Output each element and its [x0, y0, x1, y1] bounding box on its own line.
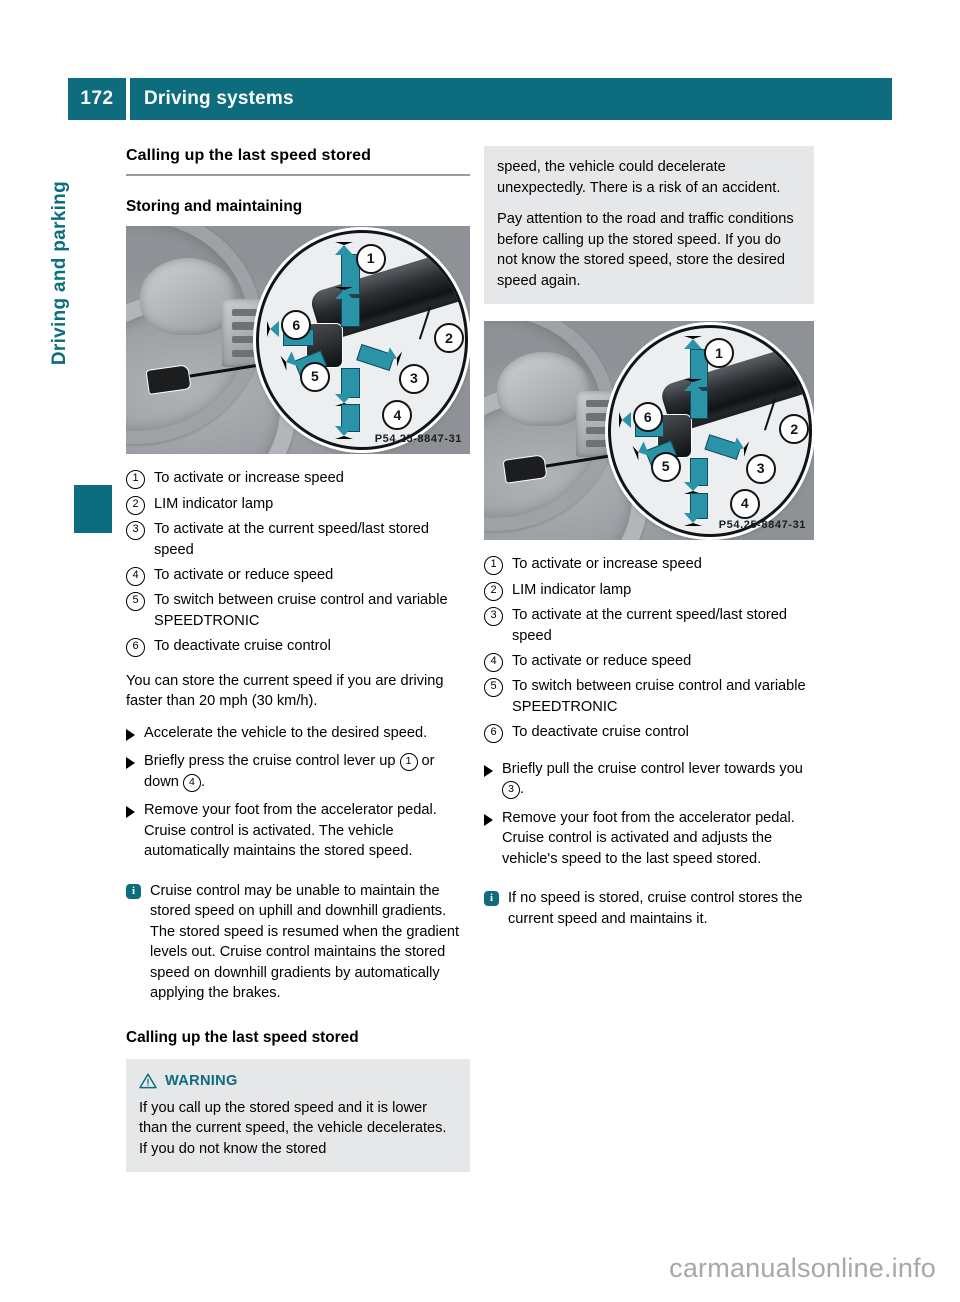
subsection-title-storing: Storing and maintaining: [126, 197, 303, 215]
step-2-circled-4: 4: [183, 774, 201, 792]
arrow-left-head-icon: [619, 412, 631, 428]
step-arrow-icon: [484, 765, 493, 777]
intro-paragraph: You can store the current speed if you are driving faster than 20 mph (30 km/h).: [126, 672, 444, 709]
legend-item: [484, 722, 814, 743]
steps-list-right: [484, 759, 814, 870]
step-text-1: [502, 759, 814, 800]
step-text-2: [144, 751, 470, 792]
legend-marker-2: 2: [484, 582, 503, 601]
info-note-text: Cruise control may be unable to maintain the stored speed on uphill and downhill gradients. The stored speed is resumed when the gradient levels out. Cruise control maintains the stored speed on downhill gradients by automatically applying the brakes.: [150, 882, 460, 1001]
warning-continued-paragraph-2: Pay attention to the road and traffic conditions before calling up the stored speed. If you do not know the stored speed, store the desired speed again.: [497, 211, 794, 289]
warning-body-text: If you call up the stored speed and it is lower than the current speed, the vehicle decelerates. If you do not know the stored: [139, 1099, 447, 1157]
step-item: [126, 751, 470, 792]
legend-label-1: To activate or increase speed: [154, 470, 344, 486]
figure-cruise-control-lever-right: [484, 321, 814, 540]
info-icon: i: [126, 884, 141, 899]
warning-box: [126, 1059, 470, 1172]
chapter-side-tab-label: Driving and parking: [49, 181, 70, 366]
figure-callout-2: 2: [779, 414, 809, 444]
arrow-right-head-icon: [384, 347, 401, 366]
info-note-right: [484, 888, 814, 929]
legend-marker-4: 4: [126, 567, 145, 586]
arrow-diagonal-lower-left-head-icon: [281, 351, 298, 370]
arrow-left-head-icon: [267, 321, 279, 337]
header-title-bar: [130, 78, 892, 120]
step-item: [484, 808, 814, 870]
arrow-down-outer-head-icon: [684, 513, 702, 526]
arrow-up-inner-icon: [341, 297, 360, 327]
steering-column-photo: [484, 321, 814, 540]
magnifier-circle: [608, 325, 812, 537]
arrow-up-inner-icon: [690, 390, 708, 419]
figure-code-label: P54.25-8847-31: [374, 432, 462, 445]
legend-item: [126, 636, 470, 657]
step-text-2-part-a: Briefly press the cruise control lever up: [144, 753, 400, 769]
step-arrow-icon: [126, 806, 135, 818]
magnifier-circle: [256, 230, 468, 450]
legend-marker-1: 1: [126, 470, 145, 489]
figure-legend-left: [126, 468, 470, 657]
legend-marker-1: 1: [484, 556, 503, 575]
legend-marker-4: 4: [484, 653, 503, 672]
legend-label-2: LIM indicator lamp: [154, 495, 274, 512]
figure-callout-3: 3: [746, 454, 776, 484]
figure-callout-4: 4: [730, 489, 760, 519]
subsection-title-calling-up: Calling up the last speed stored: [126, 1028, 359, 1046]
step-arrow-icon: [126, 729, 135, 741]
legend-label-4: To activate or reduce speed: [154, 566, 334, 583]
page-title: Driving systems: [144, 88, 294, 109]
figure-cruise-control-lever-left: [126, 226, 470, 454]
figure-callout-6: 6: [633, 402, 663, 432]
legend-label-6: To deactivate cruise control: [154, 637, 331, 654]
figure-callout-2: 2: [434, 323, 464, 353]
arrow-up-inner-head-icon: [335, 287, 353, 299]
warning-label: WARNING: [165, 1073, 238, 1089]
figure-callout-1: 1: [704, 338, 734, 368]
legend-label-5: To switch between cruise control and variable SPEEDTRONIC: [512, 678, 806, 715]
step-item: [126, 723, 470, 744]
figure-callout-4: 4: [382, 400, 412, 430]
legend-item: [126, 565, 470, 586]
step-arrow-icon: [126, 757, 135, 769]
step-text-3: Remove your foot from the accelerator pedal. Cruise control is activated. The vehicle automatically maintains the stored speed.: [144, 802, 437, 859]
figure-callout-3: 3: [399, 364, 429, 394]
legend-label-3: To activate at the current speed/last stored speed: [154, 521, 430, 558]
figure-callout-1: 1: [356, 244, 386, 274]
info-icon: i: [484, 891, 499, 906]
legend-label-1: To activate or increase speed: [512, 556, 702, 572]
step-text-2-part-c: .: [200, 773, 206, 790]
legend-label-5: To switch between cruise control and variable SPEEDTRONIC: [154, 592, 448, 629]
legend-marker-5: 5: [484, 678, 503, 697]
legend-item: [484, 580, 814, 601]
figure-callout-5: 5: [300, 362, 330, 392]
legend-marker-6: 6: [126, 638, 145, 657]
legend-item: [126, 590, 470, 631]
arrow-diagonal-lower-left-head-icon: [632, 442, 649, 461]
legend-label-2: LIM indicator lamp: [512, 581, 632, 598]
info-note-left: [126, 881, 470, 1004]
legend-item: [484, 554, 814, 575]
arrow-up-inner-head-icon: [684, 379, 702, 391]
info-note-text: If no speed is stored, cruise control stores the current speed and maintains it.: [508, 890, 803, 927]
legend-item: [126, 494, 470, 515]
legend-item: [484, 651, 814, 672]
page-header: [68, 78, 892, 120]
legend-label-6: To deactivate cruise control: [512, 723, 689, 740]
step-text-1-part-a: Briefly pull the cruise control lever towards you: [502, 760, 803, 777]
arrow-up-outer-head-icon: [335, 242, 353, 255]
step-2-circled-1: 1: [400, 753, 418, 771]
step-1-circled-3: 3: [502, 781, 520, 799]
warning-header: [139, 1071, 457, 1092]
watermark: carmanualsonline.info: [669, 1253, 936, 1283]
legend-marker-3: 3: [126, 521, 145, 540]
warning-box-continued: [484, 146, 814, 304]
legend-item: [126, 468, 470, 489]
legend-label-4: To activate or reduce speed: [512, 652, 692, 669]
page-number: 172: [68, 78, 126, 120]
legend-marker-3: 3: [484, 607, 503, 626]
warning-triangle-icon: [139, 1073, 157, 1089]
figure-callout-5: 5: [651, 452, 681, 482]
legend-item: [484, 605, 814, 646]
section-title: Calling up the last speed stored: [126, 146, 470, 176]
legend-item: [484, 676, 814, 717]
right-column: [484, 146, 814, 929]
figure-legend-right: [484, 554, 814, 743]
left-column: [126, 146, 470, 1172]
step-item: [484, 759, 814, 800]
arrow-up-outer-head-icon: [684, 336, 702, 349]
legend-item: [126, 519, 470, 560]
step-arrow-icon: [484, 814, 493, 826]
legend-marker-2: 2: [126, 496, 145, 515]
step-text-1: Accelerate the vehicle to the desired speed.: [144, 724, 428, 741]
chapter-side-tab-marker: [74, 485, 112, 533]
figure-callout-6: 6: [281, 310, 311, 340]
legend-marker-6: 6: [484, 724, 503, 743]
step-text-2: Remove your foot from the accelerator pedal. Cruise control is activated and adjusts the vehicle's speed to the last speed stored.: [502, 809, 795, 867]
legend-label-3: To activate at the current speed/last stored speed: [512, 607, 788, 644]
figure-code-label: P54.25-8847-31: [718, 518, 806, 531]
arrow-down-outer-head-icon: [335, 426, 353, 439]
steering-column-photo: [126, 226, 470, 454]
step-text-2-part-b: or down: [144, 753, 435, 790]
warning-continued-paragraph-1: speed, the vehicle could decelerate unexpectedly. There is a risk of an accident.: [497, 159, 781, 196]
step-item: [126, 800, 470, 862]
legend-marker-5: 5: [126, 592, 145, 611]
step-text-1-part-b: .: [520, 781, 525, 797]
steps-list-left: [126, 723, 470, 862]
